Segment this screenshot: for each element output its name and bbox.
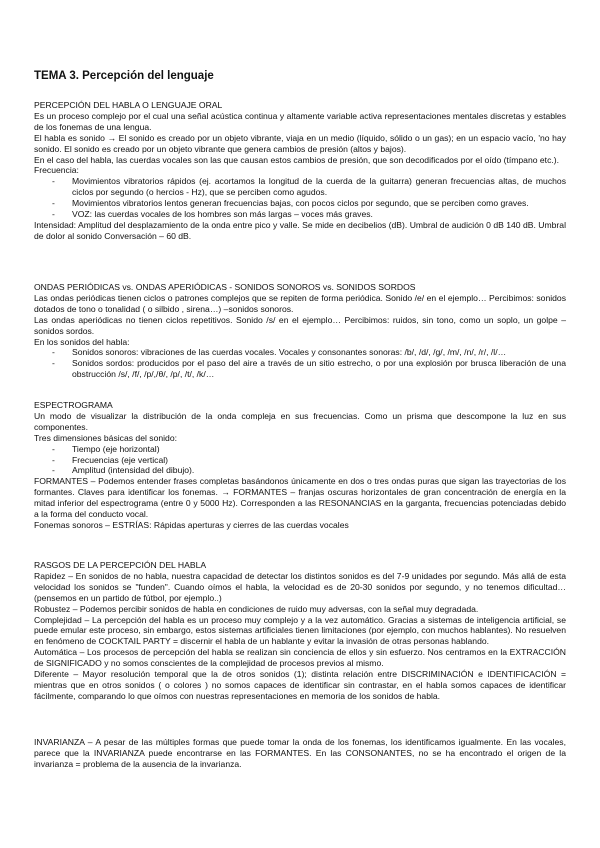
paragraph: Complejidad – La percepción del habla es un proceso muy complejo y a la vez automático. Gracias a sistemas de inteligencia artificial, se puede emular este proceso, sin embargo, estos sistemas artificiales tienen limitaciones (por ejemplo, con muchos hablantes). No resuelven en fenómeno de COCKTAIL PARTY = discernir el habla de un hablante y evitar la invasión de otras personas hablando.	[34, 614, 566, 647]
paragraph: INVARIANZA – A pesar de las múltiples formas que puede tomar la onda de los fonemas, los identificamos igualmente. En las vocales, parece que la INVARIANZA puede encontrarse en las FORMANTES. En las CONSONANTES, no se ha encontrado el origen de la invarianza = problema de la ausencia de la invarianza.	[34, 737, 566, 769]
paragraph: En el caso del habla, las cuerdas vocales son las que causan estos cambios de presión, que son decodificados por el oído (tímpano etc.).	[34, 154, 560, 165]
paragraph: Automática – Los procesos de percepción del habla se realizan sin conciencia de ellos y sin esfuerzo. Nos centramos en la EXTRACCIÓN de SIGNIFICADO y no somos conscientes de la complejidad de procesos previos al mismo.	[34, 647, 566, 669]
page-title: TEMA 3. Percepción del lenguaje	[34, 70, 214, 82]
list-item: - Tiempo (eje horizontal)	[34, 444, 566, 455]
list-item: - Amplitud (intensidad del dibujo).	[34, 465, 566, 476]
list-item: - VOZ: las cuerdas vocales de los hombres son más largas – voces más graves.	[34, 209, 566, 220]
paragraph: Intensidad: Amplitud del desplazamiento de la onda entre pico y valle. Se mide en decibelios (dB). Umbral de audición 0 dB 140 dB. Umbral de dolor al sonido Conversación – 60 dB.	[34, 219, 566, 241]
section-invarianza	[34, 737, 566, 770]
paragraph: Es un proceso complejo por el cual una señal acústica continua y altamente variable activa representaciones mentales discretas y estables de los fonemas de una lengua.	[34, 110, 566, 132]
section-percepcion-habla	[34, 100, 566, 242]
paragraph: En los sonidos del habla:	[34, 336, 130, 347]
list-item: - Frecuencias (eje vertical)	[34, 455, 566, 466]
bullet-list	[34, 444, 566, 477]
list-item: - Movimientos vibratorios rápidos (ej. acortamos la longitud de la cuerda de la guitarra) generan frecuencias altas, de muchos ciclos por segundo (o hercios - Hz), que se perciben como agudos.	[34, 176, 566, 198]
paragraph: Robustez – Podemos percibir sonidos de habla en condiciones de ruido muy adversas, con la señal muy degradada.	[34, 603, 479, 614]
paragraph: Las ondas aperiódicas no tienen ciclos repetitivos. Sonido /s/ en el ejemplo… Percibimos: ruidos, sin tono, como un soplo, un golpe – sonidos sordos.	[34, 314, 566, 336]
section-espectrograma	[34, 400, 566, 531]
paragraph: Tres dimensiones básicas del sonido:	[34, 432, 177, 443]
list-item: - Sonidos sonoros: vibraciones de las cuerdas vocales. Vocales y consonantes sonoras: /b/, /d/, /g/, /m/, /n/, /r/, /l/…	[34, 347, 566, 358]
paragraph: FORMANTES – Podemos entender frases completas basándonos únicamente en dos o tres ondas puras que sigan las trayectorias de los formantes. Claves para identificar los fonemas. → FORMANTES – franjas oscuras horizontales de gran concentración de energía en la mitad inferior del espectrograma (entre 0 y 5000 Hz). Corresponden a las RESONANCIAS en la garganta, frecuencias potenciadas debido a la forma del conducto vocal.	[34, 476, 566, 520]
paragraph: Frecuencia:	[34, 165, 79, 176]
section-rasgos	[34, 560, 566, 702]
section-heading: ESPECTROGRAMA	[34, 400, 113, 410]
section-heading: ONDAS PERIÓDICAS vs. ONDAS APERIÓDICAS - SONIDOS SONOROS vs. SONIDOS SORDOS	[34, 282, 416, 292]
section-heading: RASGOS DE LA PERCEPCIÓN DEL HABLA	[34, 560, 207, 570]
paragraph: Fonemas sonoros – ESTRÍAS: Rápidas aperturas y cierres de las cuerdas vocales	[34, 519, 349, 530]
bullet-list	[34, 347, 566, 380]
paragraph: El habla es sonido → El sonido es creado por un objeto vibrante, viaja en un medio (líquido, sólido o un gas); en un espacio vacío, 'no hay sonido. El sonido es creado por un objeto vibrante que genera cambios de presión (altos y bajos).	[34, 132, 566, 154]
section-ondas	[34, 282, 566, 380]
bullet-list	[34, 176, 566, 220]
paragraph: Las ondas periódicas tienen ciclos o patrones complejos que se repiten de forma periódica. Sonido /e/ en el ejemplo… Percibimos: sonidos dotados de tono o tonalidad ( o silbido , sirena…) –sonidos sonoros.	[34, 292, 566, 314]
list-item: - Movimientos vibratorios lentos generan frecuencias bajas, con pocos ciclos por segundo, que se perciben como graves.	[34, 198, 566, 209]
paragraph: Rapidez – En sonidos de no habla, nuestra capacidad de detectar los distintos sonidos es del 7-9 unidades por segundo. Más allá de esta velocidad los sonidos se "funden". Cuando oímos el habla, la velocidad es de 20-30 sonidos por segundo, y no tenemos dificultad…(pensemos en un partido de fútbol, por ejemplo..)	[34, 570, 566, 603]
paragraph: Diferente – Mayor resolución temporal que la de otros sonidos (1); distinta relación entre DISCRIMINACIÓN e IDENTIFICACIÓN = mientras que en otros sonidos ( o colores ) no somos capaces de identificar sin contrastar, en el habla somos capaces de identificar fácilmente, comparando lo que oímos con nuestras representaciones en memoria de los sonidos de habla.	[34, 669, 566, 701]
list-item: - Sonidos sordos: producidos por el paso del aire a través de un sitio estrecho, o por una explosión por brusca liberación de una obstrucción /s/, /f/, /p/,/θ/, /p/, /t/, /k/…	[34, 358, 566, 380]
section-heading: PERCEPCIÓN DEL HABLA O LENGUAJE ORAL	[34, 100, 223, 110]
paragraph: Un modo de visualizar la distribución de la onda compleja en sus frecuencias. Como un prisma que descompone la luz en sus componentes.	[34, 410, 566, 432]
